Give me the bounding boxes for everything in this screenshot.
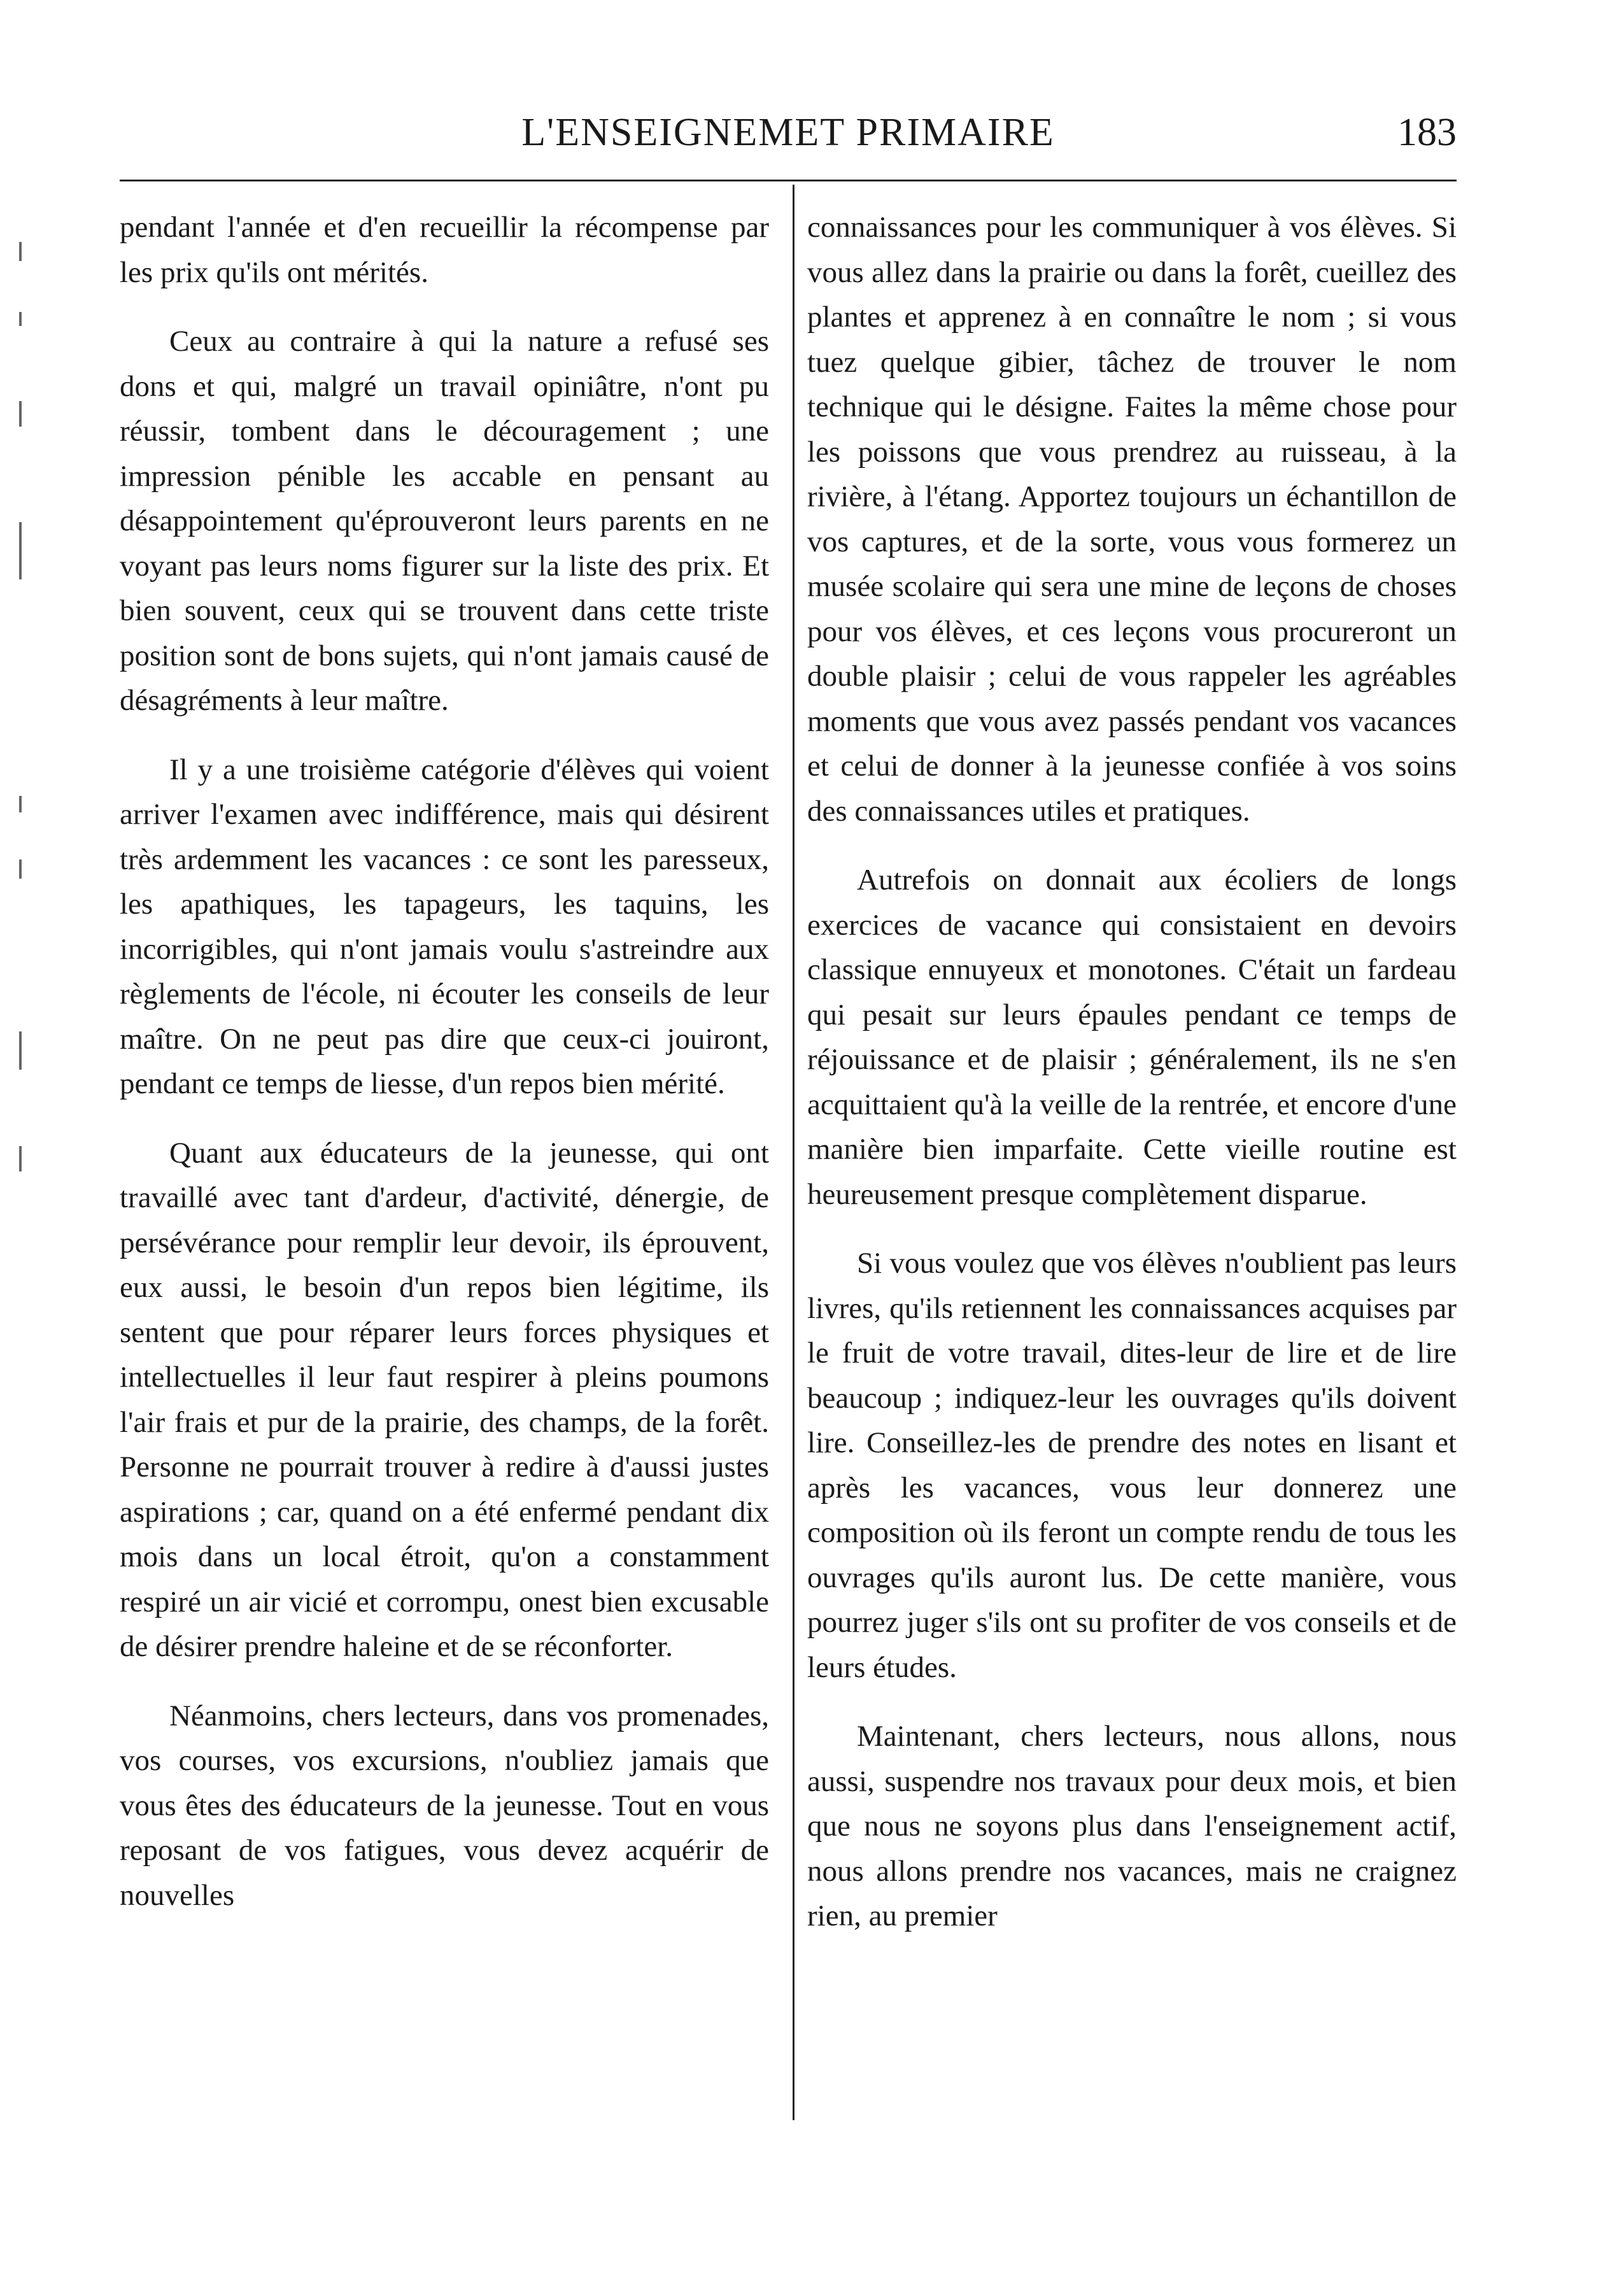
left-column xyxy=(120,205,769,2223)
margin-marks xyxy=(13,191,38,1337)
running-header xyxy=(120,107,1457,158)
paragraph: Maintenant, chers lecteurs, nous allons, nous aussi, suspendre nos travaux pour deux mois, et bien que nous ne soyons plus dans l'enseignement actif, nous allons prendre nos vacances, mais ne craignez rien, au premier xyxy=(807,1720,1457,1932)
page-number: 183 xyxy=(1397,111,1457,154)
column-rule xyxy=(793,185,794,2120)
paragraph: Ceux au contraire à qui la nature a refusé ses dons et qui, malgré un travail opiniâtre, n'ont pu réussir, tombent dans le découragement ; une impression pénible les accable en pensant au désappointement qu'éprouveront leurs parents en ne voyant pas leurs noms figurer sur la liste des prix. Et bien souvent, ceux qui se trouvent dans cette triste position sont de bons sujets, qui n'ont jamais causé de désagréments à leur maître. xyxy=(120,325,769,717)
right-column xyxy=(807,205,1457,2223)
paragraph: connaissances pour les communiquer à vos élèves. Si vous allez dans la prairie ou dans la forêt, cueillez des plantes et apprenez à en connaître le nom ; si vous tuez quelque gibier, tâchez de trouver le nom technique qui le désigne. Faites la même chose pour les poissons que vous prendrez au ruisseau, à la rivière, à l'étang. Apportez toujours un échantillon de vos captures, et de la sorte, vous vous formerez un musée scolaire qui sera une mine de leçons de choses pour vos élèves, et ces leçons vous procureront un double plaisir ; celui de vous rappeler les agréables moments que vous avez passés pendant vos vacances et celui de donner à la jeunesse confiée à vos soins des connaissances utiles et pratiques. xyxy=(807,211,1457,828)
paragraph: pendant l'année et d'en recueillir la récompense par les prix qu'ils ont mérités. xyxy=(120,211,769,289)
paragraph: Si vous voulez que vos élèves n'oublient pas leurs livres, qu'ils retiennent les connaissances acquises par le fruit de votre travail, dites-leur de lire et de lire beaucoup ; indiquez-leur les ouvrages qu'ils doivent lire. Conseillez-les de prendre des notes en lisant et après les vacances, vous leur donnerez une composition où ils feront un compte rendu de tous les ouvrages qu'ils auront lus. De cette manière, vous pourrez juger s'ils ont su profiter de vos conseils et de leurs études. xyxy=(807,1247,1457,1684)
running-title: L'ENSEIGNEMET PRIMAIRE xyxy=(521,111,1055,154)
paragraph: Quant aux éducateurs de la jeunesse, qui ont travaillé avec tant d'ardeur, d'activité, dénergie, de persévérance pour remplir leur devoir, ils éprouvent, eux aussi, le besoin d'un repos bien légitime, ils sentent que pour réparer leurs forces physiques et intellectuelles il leur faut respirer à pleins poumons l'air frais et pur de la prairie, des champs, de la forêt. Personne ne pourrait trouver à redire à d'aussi justes aspirations ; car, quand on a été enfermé pendant dix mois dans un local étroit, qu'on a constamment respiré un air vicié et corrompu, onest bien excusable de désirer prendre haleine et de se réconforter. xyxy=(120,1136,769,1663)
paragraph: Néanmoins, chers lecteurs, dans vos promenades, vos courses, vos excursions, n'oubliez jamais que vous êtes des éducateurs de la jeunesse. Tout en vous reposant de vos fatigues, vous devez acquérir de nouvelles xyxy=(120,1699,769,1912)
paragraph: Il y a une troisième catégorie d'élèves qui voient arriver l'examen avec indifférence, mais qui désirent très ardemment les vacances : ce sont les paresseux, les apathiques, les tapageurs, les taquins, les incorrigibles, qui n'ont jamais voulu s'astreindre aux règlements de l'école, ni écouter les conseils de leur maître. On ne peut pas dire que ceux-ci jouiront, pendant ce temps de liesse, d'un repos bien mérité. xyxy=(120,753,769,1100)
paragraph: Autrefois on donnait aux écoliers de longs exercices de vacance qui consistaient en devoirs classique ennuyeux et monotones. C'était un fardeau qui pesait sur leurs épaules pendant ce temps de réjouissance et de plaisir ; généralement, ils ne s'en acquittaient qu'à la veille de la rentrée, et encore d'une manière bien imparfaite. Cette vieille routine est heureusement presque complètement disparue. xyxy=(807,863,1457,1211)
header-rule xyxy=(120,180,1457,181)
